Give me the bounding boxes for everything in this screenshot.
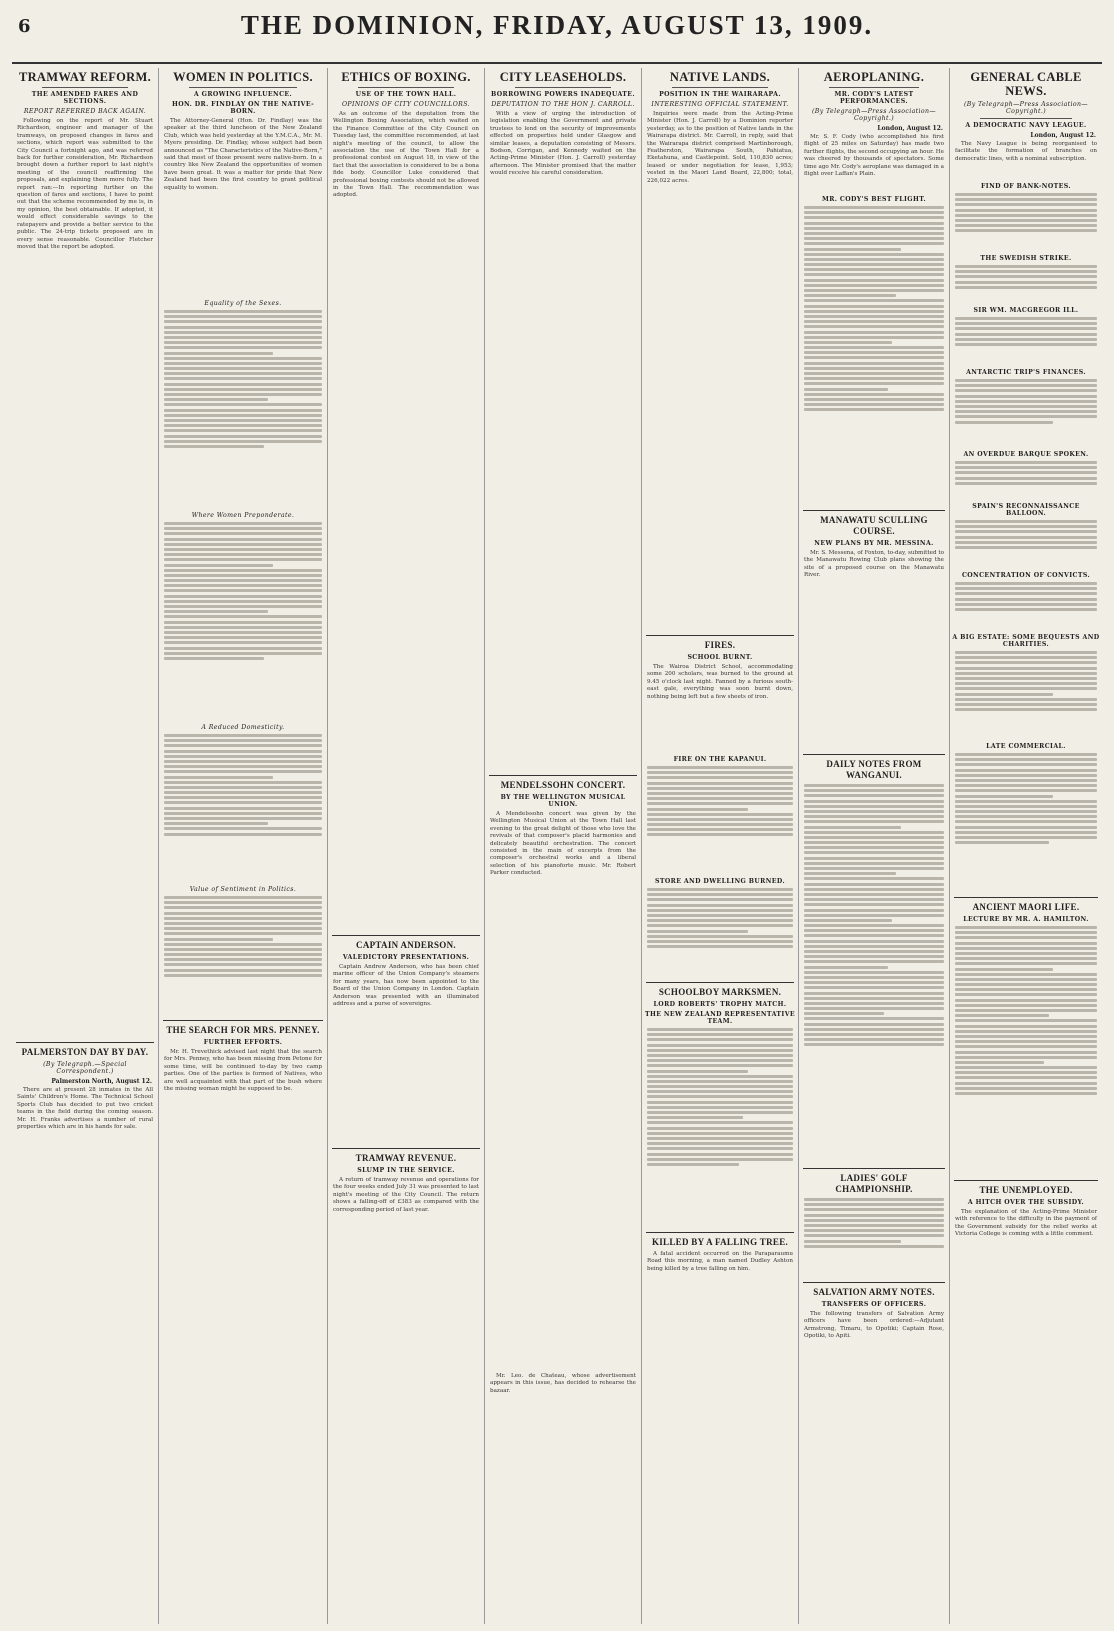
article-headline: CITY LEASEHOLDS. bbox=[499, 70, 627, 84]
article-body-filler bbox=[804, 206, 944, 506]
article-subheadline: A BIG ESTATE: SOME BEQUESTS AND CHARITIES. bbox=[952, 634, 1100, 648]
article-body-filler bbox=[955, 193, 1097, 253]
article-body: Mr. S. Messena, of Foxton, to-day, submitted to the Manawatu Rowing Club plans showing the site of a proposed course on the Manawatu River. bbox=[804, 550, 944, 579]
article-headline: TRAMWAY REVENUE. bbox=[355, 1153, 457, 1163]
article-body-filler bbox=[955, 520, 1097, 570]
article-subheadline: MR. CODY'S LATEST PERFORMANCES. bbox=[834, 91, 914, 105]
divider bbox=[672, 87, 768, 88]
article-body-filler bbox=[804, 1198, 944, 1278]
article-body: Captain Andrew Anderson, who has been chief marine officer of the Union Company's steamers for many years, has now been appointed to the Board of the Union Company in London. Captain Anderson was presented with an illuminated address and a purse of sovereigns. bbox=[333, 964, 479, 1008]
article-subheadline: BY THE WELLINGTON MUSICAL UNION. bbox=[500, 794, 626, 808]
column-ethics-of-boxing bbox=[328, 68, 485, 1624]
article-headline: MANAWATU SCULLING COURSE. bbox=[820, 515, 928, 536]
article-subheadline: NEW PLANS BY MR. MESSINA. bbox=[814, 540, 934, 547]
article-body: A fatal accident occurred on the Paraparaumu Road this morning, a man named Dudley Ashton being killed by a tree falling on him. bbox=[647, 1251, 793, 1272]
article-subheadline: HON. DR. FINDLAY ON THE NATIVE-BORN. bbox=[171, 101, 315, 115]
section-subhead: A Reduced Domesticity. bbox=[201, 724, 285, 731]
article-body-filler bbox=[647, 1028, 793, 1228]
article-subheadline: AN OVERDUE BARQUE SPOKEN. bbox=[963, 451, 1089, 458]
article-body: There are at present 28 inmates in the All Saints' Children's Home. The Technical School Sports Club has decided to put two cricket teams in the field during the coming season. Mr. H. Franks advertises a number of rural properties which are in his hands for sale. bbox=[17, 1087, 153, 1131]
section-subhead: Value of Sentiment in Politics. bbox=[189, 886, 297, 893]
article-subheadline: A DEMOCRATIC NAVY LEAGUE. bbox=[965, 122, 1087, 129]
article-subheadline: POSITION IN THE WAIRARAPA. bbox=[659, 91, 781, 98]
page-number: 6 bbox=[18, 16, 31, 37]
article-body-filler bbox=[164, 310, 322, 510]
column-native-lands bbox=[642, 68, 799, 1624]
masthead bbox=[12, 4, 1102, 64]
article-body: Mr. Leo. de Chateau, whose advertisement appears in this issue, has decided to rehearse the bazaar. bbox=[490, 1373, 636, 1394]
article-headline: CAPTAIN ANDERSON. bbox=[356, 940, 456, 950]
byline: (By Telegraph.—Special Correspondent.) bbox=[43, 1061, 127, 1075]
article-body: The following transfers of Salvation Army officers have been ordered:—Adjutant Armstrong, Timaru, to Opotiki; Captain Rose, Opotiki, to Apiti. bbox=[804, 1311, 944, 1340]
article-subheadline: FIND OF BANK-NOTES. bbox=[981, 183, 1071, 190]
article-headline: DAILY NOTES FROM WANGANUI. bbox=[826, 759, 922, 780]
article-subheadline: DEPUTATION TO THE HON J. CARROLL. bbox=[491, 101, 635, 108]
article-subheadline: REPORT REFERRED BACK AGAIN. bbox=[23, 108, 147, 115]
article-subheadline: THE AMENDED FARES AND SECTIONS. bbox=[31, 91, 139, 105]
dateline: Palmerston North, August 12. bbox=[51, 1078, 152, 1085]
divider bbox=[803, 1168, 945, 1169]
article-subheadline: A HITCH OVER THE SUBSIDY. bbox=[967, 1199, 1085, 1206]
article-headline: MENDELSSOHN CONCERT. bbox=[500, 780, 626, 790]
article-headline: ANCIENT MAORI LIFE. bbox=[972, 902, 1080, 912]
divider bbox=[489, 775, 637, 776]
article-body-filler bbox=[955, 926, 1097, 1176]
article-subheadline: SPAIN'S RECONNAISSANCE BALLOON. bbox=[972, 503, 1080, 517]
article-headline: LADIES' GOLF CHAMPIONSHIP. bbox=[835, 1173, 913, 1194]
divider bbox=[189, 87, 297, 88]
divider bbox=[163, 1020, 323, 1021]
article-subheadline: CONCENTRATION OF CONVICTS. bbox=[961, 572, 1091, 579]
section-subhead: Where Women Preponderate. bbox=[191, 512, 295, 519]
article-subheadline: INTERESTING OFFICIAL STATEMENT. bbox=[651, 101, 789, 108]
article-body-filler bbox=[647, 766, 793, 876]
article-body: A return of tramway revenue and operations for the four weeks ended July 31 was presented to last night's meeting of the City Council. The return shows a falling-off of £383 as compared with the corresponding period of last year. bbox=[333, 1177, 479, 1213]
article-headline: THE UNEMPLOYED. bbox=[979, 1185, 1073, 1195]
article-subheadline: SCHOOL BURNT. bbox=[687, 654, 753, 661]
article-headline: NATIVE LANDS. bbox=[669, 70, 771, 84]
article-subheadline: THE NEW ZEALAND REPRESENTATIVE TEAM. bbox=[644, 1011, 796, 1025]
column-general-cable-news bbox=[950, 68, 1102, 1624]
article-body-filler bbox=[164, 522, 322, 722]
divider bbox=[16, 1042, 154, 1043]
section-subhead: Equality of the Sexes. bbox=[204, 300, 282, 307]
article-columns bbox=[12, 68, 1102, 1624]
divider bbox=[332, 1148, 480, 1149]
article-body-filler bbox=[955, 265, 1097, 305]
column-women-in-politics bbox=[159, 68, 328, 1624]
article-headline: FIRES. bbox=[704, 640, 736, 650]
article-body: The Attorney-General (Hon. Dr. Findlay) was the speaker at the third luncheon of the New Zealand Club, which was held yesterday at the Y.M.C.A., Mr. M. Myers presiding. Dr. Findlay, whose subject had been announced as "The Characteristics of the Native-Born," said that most of those present were native-born. In a country like New Zealand the opportunities of women have been great. It was a matter for pride that New Zealand had been the first country to grant political equality to women. bbox=[164, 118, 322, 191]
article-headline: PALMERSTON DAY BY DAY. bbox=[21, 1047, 149, 1057]
divider bbox=[358, 87, 454, 88]
divider bbox=[954, 1180, 1098, 1181]
article-subheadline: FURTHER EFFORTS. bbox=[203, 1039, 283, 1046]
article-subheadline: LATE COMMERCIAL. bbox=[986, 743, 1066, 750]
article-subheadline: OPINIONS OF CITY COUNCILLORS. bbox=[341, 101, 471, 108]
article-subheadline: LORD ROBERTS' TROPHY MATCH. bbox=[653, 1001, 787, 1008]
article-subheadline: STORE AND DWELLING BURNED. bbox=[654, 878, 785, 885]
divider bbox=[803, 510, 945, 511]
article-headline: KILLED BY A FALLING TREE. bbox=[651, 1237, 789, 1247]
divider bbox=[803, 1282, 945, 1283]
article-headline: AEROPLANING. bbox=[823, 70, 925, 84]
divider bbox=[332, 935, 480, 936]
article-subheadline: TRANSFERS OF OFFICERS. bbox=[821, 1301, 927, 1308]
byline: (By Telegraph—Press Association—Copyright.) bbox=[963, 101, 1089, 115]
article-headline: SCHOOLBOY MARKSMEN. bbox=[658, 987, 782, 997]
article-subheadline: LECTURE BY MR. A. HAMILTON. bbox=[963, 916, 1089, 923]
byline: (By Telegraph—Press Association—Copyright.) bbox=[811, 108, 937, 122]
column-aeroplaning bbox=[799, 68, 950, 1624]
article-subheadline: MR. CODY'S BEST FLIGHT. bbox=[821, 196, 926, 203]
article-headline: THE SEARCH FOR MRS. PENNEY. bbox=[166, 1025, 320, 1035]
article-body-filler bbox=[955, 582, 1097, 632]
article-subheadline: BORROWING POWERS INADEQUATE. bbox=[491, 91, 635, 98]
article-headline: WOMEN IN POLITICS. bbox=[173, 70, 313, 84]
article-subheadline: SIR WM. MACGREGOR ILL. bbox=[973, 307, 1079, 314]
dateline: London, August 12. bbox=[1030, 132, 1096, 139]
article-body-filler bbox=[804, 784, 944, 1164]
newspaper-title: THE DOMINION, FRIDAY, AUGUST 13, 1909. bbox=[240, 10, 874, 40]
article-body: The explanation of the Acting-Prime Minister with reference to the difficulty in the payment of the Government subsidy for the relief works at Victoria College is coming with a little comment. bbox=[955, 1209, 1097, 1238]
dateline: London, August 12. bbox=[877, 125, 943, 132]
divider bbox=[803, 754, 945, 755]
article-body: A Mendelssohn concert was given by the Wellington Musical Union at the Town Hall last evening to the great delight of those who love the revivals of that composer's placid harmonies and delicately beautiful orchestration. The concert consisted in the main of excerpts from the composer's orchestral works and a liberal selection of his pianoforte music. Mr. Robert Parker conducted. bbox=[490, 811, 636, 877]
divider bbox=[646, 1232, 794, 1233]
article-subheadline: USE OF THE TOWN HALL. bbox=[355, 91, 457, 98]
article-headline: ETHICS OF BOXING. bbox=[341, 70, 471, 84]
divider bbox=[980, 118, 1072, 119]
divider bbox=[515, 87, 611, 88]
article-subheadline: SLUMP IN THE SERVICE. bbox=[357, 1167, 455, 1174]
article-body-filler bbox=[955, 461, 1097, 501]
column-tramway-reform bbox=[12, 68, 159, 1624]
article-body: The Navy League is being reorganised to facilitate the formation of branches on democratic lines, with a nominal subscription. bbox=[955, 141, 1097, 162]
divider bbox=[646, 635, 794, 636]
divider bbox=[829, 87, 919, 88]
article-subheadline: VALEDICTORY PRESENTATIONS. bbox=[342, 954, 470, 961]
article-body-filler bbox=[164, 896, 322, 1016]
article-subheadline: THE SWEDISH STRIKE. bbox=[980, 255, 1072, 262]
divider bbox=[646, 982, 794, 983]
article-body: Inquiries were made from the Acting-Prime Minister (Hon. J. Carroll) by a Dominion reporter yesterday, as to the position of Native lands in the Wairarapa district. Mr. Carroll, in reply, said that the Wairarapa district comprised Martinborough, Featherston, Wairarapa South, Pahiatua, Eketahuna, and Castlepoint. Sold, 110,830 acres; leased or under negotiation for lease, 1,953; vested in the Maori Land Board, 22,800; total, 226,022 acres. bbox=[647, 111, 793, 184]
divider bbox=[42, 87, 128, 88]
article-body-filler bbox=[955, 753, 1097, 893]
article-subheadline: A GROWING INFLUENCE. bbox=[193, 91, 293, 98]
article-body: The Wairoa District School, accommodating some 200 scholars, was burned to the ground at 9.45 o'clock last night. Fanned by a furious south-east gale, everything was soon burnt down, nothing being left but a few sheets of iron. bbox=[647, 664, 793, 700]
article-headline: TRAMWAY REFORM. bbox=[18, 70, 152, 84]
article-body-filler bbox=[955, 317, 1097, 367]
article-body-filler bbox=[955, 379, 1097, 449]
article-body: Following on the report of Mr. Stuart Richardson, engineer and manager of the tramways, on proposed changes in fares and sections, which report was submitted to the City Council a fortnight ago, and was referred back for further consideration, Mr. Richardson brought down a further report to last night's meeting of the council reaffirming the proposals, and explaining them more fully. The report ran:—In reporting further on the question of fares and sections, I have to point out that the scheme recommended by me is, in my opinion, the best obtainable. If adopted, it would effect considerable savings to the ratepayers and provide a better service to the public. The 24-trip tickets proposed are in every sense reasonable. Councillor Fletcher moved that the report be adopted. bbox=[17, 118, 153, 250]
newspaper-page bbox=[12, 4, 1102, 1624]
article-body: Mr. S. F. Cody (who accomplished his first flight of 25 miles on Saturday) has made two further flights, the second occupying an hour. He was cheered by thousands of spectators. Some time ago Mr. Cody's aeroplane was damaged in a flight over Laffan's Plain. bbox=[804, 134, 944, 178]
article-body: Mr. H. Trevethick advised last night that the search for Mrs. Penney, who has been missing from Petone for some time, will be continued to-day by two camp parties. One of the parties is formed of Natives, who are well acquainted with that part of the bush where the missing woman might be supposed to be. bbox=[164, 1049, 322, 1093]
article-subheadline: ANTARCTIC TRIP'S FINANCES. bbox=[966, 369, 1086, 376]
article-body: With a view of urging the introduction of legislation enabling the Government and private trustees to lend on the security of improvements effected on properties held under Glasgow and similar leases, a deputation consisting of Messrs. Bodson, Corrigan, and Kennedy waited on the Acting-Prime Minister (Hon. J. Carroll) yesterday afternoon. The Minister promised that the matter would receive his careful consideration. bbox=[490, 111, 636, 177]
divider bbox=[954, 897, 1098, 898]
article-body: As an outcome of the deputation from the Wellington Boxing Association, which waited on the Finance Committee of the City Council on Tuesday last, the committee recommended, at last night's meeting of the council, to allow the association the use of the Town Hall for a professional contest on August 18, in view of the fact that the association is considered to be a bona fide body. Councillor Luke considered that professional boxing contests should not be allowed in the Town Hall. The recommendation was adopted. bbox=[333, 111, 479, 199]
article-subheadline: FIRE ON THE KAPANUI. bbox=[673, 756, 767, 763]
column-city-leaseholds bbox=[485, 68, 642, 1624]
article-body-filler bbox=[647, 888, 793, 978]
article-headline: GENERAL CABLE NEWS. bbox=[970, 70, 1082, 98]
article-headline: SALVATION ARMY NOTES. bbox=[813, 1287, 935, 1297]
article-body-filler bbox=[164, 734, 322, 884]
article-body-filler bbox=[955, 651, 1097, 741]
